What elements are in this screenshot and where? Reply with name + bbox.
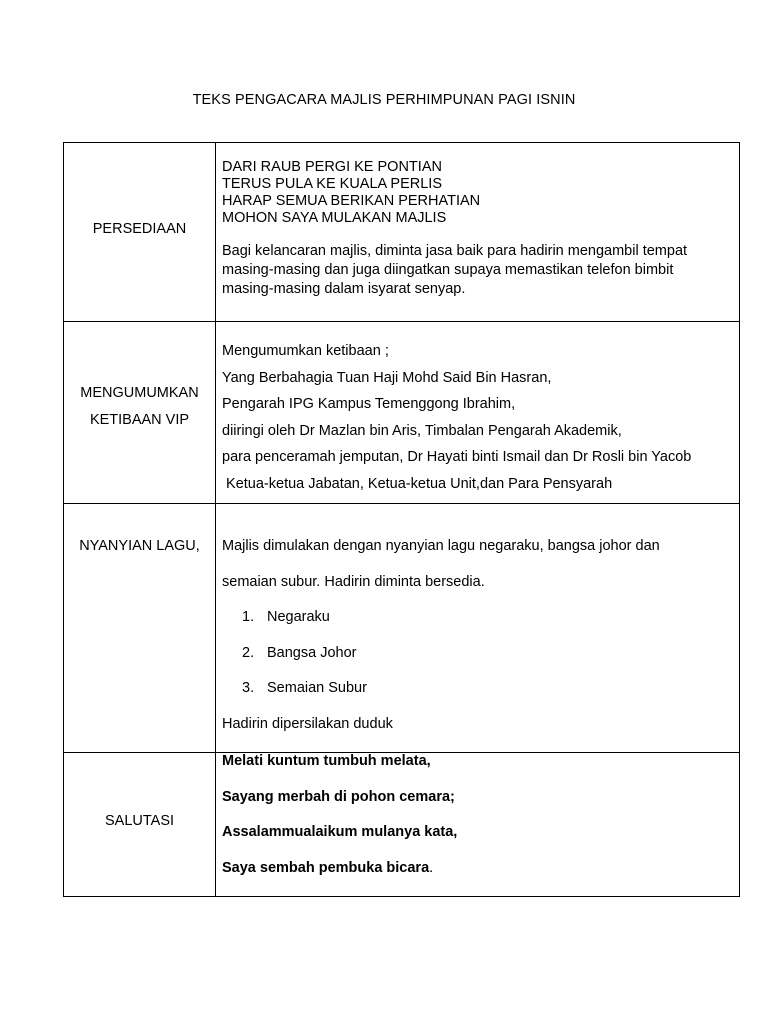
paragraph-line: Bagi kelancaran majlis, diminta jasa baik para hadirin mengambil tempat [222,243,688,259]
salutasi-period: . [429,859,434,876]
song-number: 2. [242,644,255,661]
label-nyanyian-lagu: NYANYIAN LAGU, [79,538,200,554]
salutasi-line: Melati kuntum tumbuh melata, [222,753,431,769]
song-name: Bangsa Johor [267,644,357,661]
lagu-intro-line: semaian subur. Hadirin diminta bersedia. [222,573,485,590]
song-list [222,600,733,707]
label-cell-ketibaan [64,322,216,504]
pantun-line: HARAP SEMUA BERIKAN PERHATIAN [222,193,481,209]
label-cell-salutasi [64,753,216,897]
ketibaan-line: Yang Berbahagia Tuan Haji Mohd Said Bin Hasran, [222,369,552,386]
salutasi-line: Assalammualaikum mulanya kata, [222,824,458,840]
song-name: Semaian Subur [267,680,367,696]
ketibaan-line: Pengarah IPG Kampus Temenggong Ibrahim, [222,396,516,413]
script-table [63,142,740,897]
ketibaan-line: para penceramah jemputan, Dr Hayati binti Ismail dan Dr Rosli bin Yacob [222,449,692,466]
song-item [222,600,733,636]
pantun-line: MOHON SAYA MULAKAN MAJLIS [222,210,447,226]
pantun-line: DARI RAUB PERGI KE PONTIAN [222,159,442,175]
label-salutasi: SALUTASI [104,813,175,829]
content-cell-persediaan [216,143,740,322]
label-cell-persediaan [64,143,216,322]
song-item [222,671,733,707]
label-persediaan: PERSEDIAAN [92,220,187,237]
label-ketibaan-line: KETIBAAN VIP [89,411,190,428]
salutasi-last-text: Saya sembah pembuka bicara [222,859,430,876]
paragraph-line: masing-masing dan juga diingatkan supaya memastikan telefon bimbit [222,262,674,278]
ketibaan-line: diiringi oleh Dr Mazlan bin Aris, Timbalan Pengarah Akademik, [222,422,622,439]
salutasi-line-last [222,851,733,887]
content-cell-ketibaan [216,322,740,504]
lagu-intro-line: Majlis dimulakan dengan nyanyian lagu negaraku, bangsa johor dan [222,538,660,554]
song-number: 3. [242,680,255,696]
document-title: TEKS PENGACARA MAJLIS PERHIMPUNAN PAGI ISNIN [192,92,576,108]
salutasi-line: Sayang merbah di pohon cemara; [222,788,455,805]
ketibaan-line: Mengumumkan ketibaan ; [222,343,389,359]
content-cell-salutasi [216,753,740,897]
lagu-closing: Hadirin dipersilakan duduk [222,715,393,732]
song-item [222,636,733,672]
content-cell-lagu [216,504,740,753]
paragraph-line: masing-masing dalam isyarat senyap. [222,281,466,297]
ketibaan-line: Ketua-ketua Jabatan, Ketua-ketua Unit,dan Para Pensyarah [222,475,613,492]
row-ketibaan [64,322,740,504]
row-salutasi [64,753,740,897]
label-ketibaan-line: MENGUMUMKAN [80,384,199,401]
pantun-line: TERUS PULA KE KUALA PERLIS [222,176,443,192]
song-number: 1. [242,609,255,625]
label-cell-lagu [64,504,216,753]
row-nyanyian-lagu [64,504,740,753]
song-name: Negaraku [267,609,330,625]
row-persediaan [64,143,740,322]
